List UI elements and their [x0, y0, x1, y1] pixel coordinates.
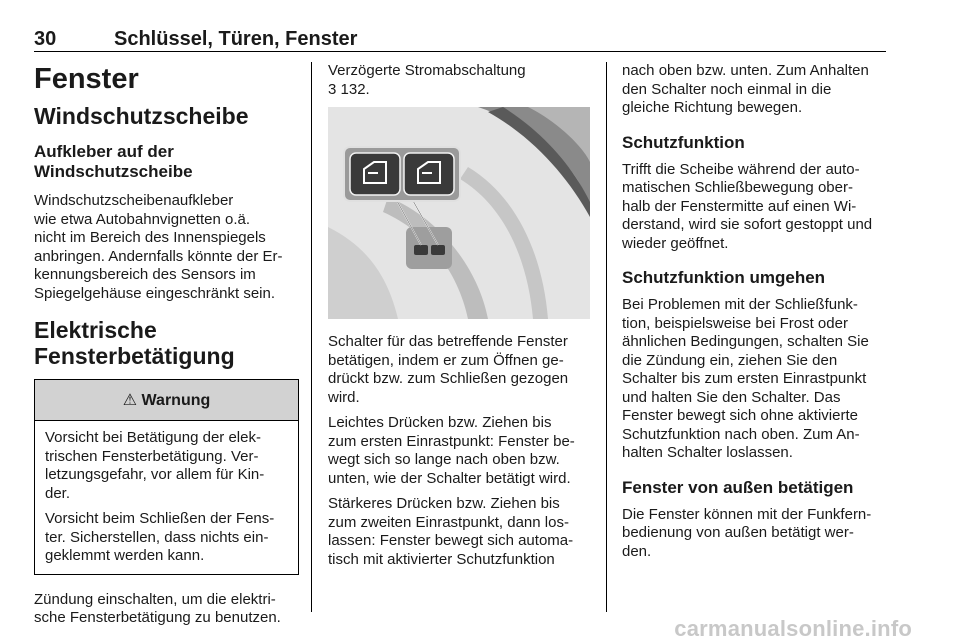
- text-line: unten, wie der Schalter betätigt wird.: [328, 469, 571, 487]
- text-line: tisch mit aktivierter Schutzfunktion: [328, 550, 555, 568]
- heading-outside-operation: Fenster von außen betätigen: [622, 477, 854, 497]
- text-line: betätigen, indem er zum Öffnen ge-: [328, 351, 564, 369]
- warning-title: Warnung: [141, 392, 211, 409]
- text-line: nicht im Bereich des Innenspiegels: [34, 229, 266, 246]
- warning-paragraph-2: [45, 510, 288, 566]
- column-2: [328, 62, 590, 569]
- text-line: tion, beispielsweise bei Frost oder: [622, 314, 848, 332]
- text-line: Schalter bis zum ersten Einrastpunkt: [622, 370, 867, 387]
- paragraph-protection: [622, 161, 888, 254]
- text-line: sche Fensterbetätigung zu benutzen.: [34, 609, 281, 626]
- paragraph-ignition: [34, 591, 299, 628]
- text-line: Schutzfunktion nach oben. Zum An-: [622, 425, 860, 443]
- paragraph-light-press: [328, 414, 590, 488]
- paragraph-delayed-power: [328, 62, 590, 99]
- column-divider-2: [606, 62, 607, 612]
- text-line: anbringen. Andernfalls könnte der Er-: [34, 247, 283, 265]
- text-line: Zündung einschalten, um die elektri-: [34, 590, 276, 608]
- header-divider: [34, 51, 886, 52]
- text-line: kennungsbereich des Sensors im: [34, 266, 256, 283]
- topic-heading-line-2: Windschutzscheibe: [34, 162, 193, 181]
- section-title: Fenster: [34, 63, 139, 95]
- text-line: Stärkeres Drücken bzw. Ziehen bis: [328, 495, 560, 512]
- page-header: [34, 28, 886, 52]
- chapter-title: Schlüssel, Türen, Fenster: [114, 28, 358, 50]
- subsection-title-window: [34, 317, 299, 369]
- warning-box: [34, 379, 299, 575]
- text-line: lassen: Fenster bewegt sich automa-: [328, 532, 574, 549]
- text-line: die Zündung ein, ziehen Sie den: [622, 351, 838, 369]
- text-line: der.: [45, 484, 71, 502]
- paragraph-bypass: [622, 296, 888, 463]
- text-line: halb der Fenstermitte auf einen Wi-: [622, 197, 857, 215]
- text-line: zum zweiten Einrastpunkt, dann los-: [328, 513, 569, 531]
- heading-bypass-protection: Schutzfunktion umgehen: [622, 268, 826, 287]
- text-line: den.: [622, 542, 652, 560]
- page-reference: 3 132.: [328, 80, 370, 98]
- paragraph-continued: [622, 62, 888, 118]
- text-line: ter. Sicherstellen, dass nichts ein-: [45, 528, 269, 546]
- subsection-title: Windschutzscheibe: [34, 103, 249, 129]
- heading-protection: Schutzfunktion: [622, 132, 745, 152]
- subsection-title-line-1: Elektrische: [34, 317, 157, 343]
- text-line: trischen Fensterbetätigung. Ver-: [45, 447, 259, 465]
- text-line: drückt bzw. zum Schließen gezogen: [328, 370, 569, 387]
- text-line: den Schalter noch einmal in die: [622, 80, 832, 98]
- text-line: Trifft die Scheibe während der auto-: [622, 160, 860, 178]
- topic-heading-line-1: Aufkleber auf der: [34, 142, 174, 161]
- text-line: Die Fenster können mit der Funkfern-: [622, 505, 872, 523]
- text-line: Schalter für das betreffende Fenster: [328, 333, 568, 350]
- text-line: Vorsicht bei Betätigung der elek-: [45, 429, 261, 446]
- paragraph-sticker: [34, 192, 299, 303]
- warning-triangle-icon: ⚠: [122, 390, 138, 409]
- subsection-title-line-2: Fensterbetätigung: [34, 343, 235, 369]
- window-switch-figure: [328, 107, 590, 319]
- text-line: Vorsicht beim Schließen der Fens-: [45, 510, 275, 527]
- text-line: Fenster bewegt sich ohne aktivierte: [622, 407, 858, 424]
- text-line: wieder geöffnet.: [622, 234, 729, 252]
- text-line: bedienung von außen betätigt wer-: [622, 524, 854, 541]
- text-line: derstand, wird sie sofort gestoppt und: [622, 216, 873, 233]
- text-line: Spiegelgehäuse eingeschränkt sein.: [34, 284, 276, 302]
- watermark: carmanualsonline.info: [674, 616, 912, 641]
- text-line: Leichtes Drücken bzw. Ziehen bis: [328, 414, 552, 431]
- paragraph-outside: [622, 506, 888, 562]
- paragraph-operate-switch: [328, 333, 590, 407]
- text-line: und halten Sie den Schalter. Das: [622, 388, 841, 406]
- column-divider-1: [311, 62, 312, 612]
- text-line: gleiche Richtung bewegen.: [622, 99, 803, 116]
- paragraph-strong-press: [328, 495, 590, 569]
- text-line: nach oben bzw. unten. Zum Anhalten: [622, 62, 869, 79]
- text-line: letzungsgefahr, vor allem für Kin-: [45, 466, 265, 483]
- warning-paragraph-1: [45, 429, 288, 503]
- column-1: [34, 62, 299, 628]
- text-line: matischen Schließbewegung ober-: [622, 179, 853, 196]
- topic-heading: [34, 142, 299, 182]
- text-line: Verzögerte Stromabschaltung: [328, 62, 526, 79]
- warning-body: [35, 421, 298, 574]
- text-line: Windschutzscheibenaufkleber: [34, 192, 234, 209]
- text-line: halten Schalter loslassen.: [622, 444, 793, 461]
- text-line: wie etwa Autobahnvignetten o.ä.: [34, 210, 250, 228]
- text-line: Bei Problemen mit der Schließfunk-: [622, 296, 858, 313]
- text-line: wegt sich so lange nach oben bzw.: [328, 451, 560, 468]
- warning-header: [35, 380, 298, 421]
- column-3: [622, 62, 888, 561]
- text-line: zum ersten Einrastpunkt: Fenster be-: [328, 432, 575, 450]
- page-number: 30: [34, 28, 57, 50]
- text-line: wird.: [328, 388, 360, 406]
- window-switch-illustration: [328, 107, 590, 319]
- text-line: geklemmt werden kann.: [45, 547, 205, 564]
- text-line: ähnlichen Bedingungen, schalten Sie: [622, 333, 869, 350]
